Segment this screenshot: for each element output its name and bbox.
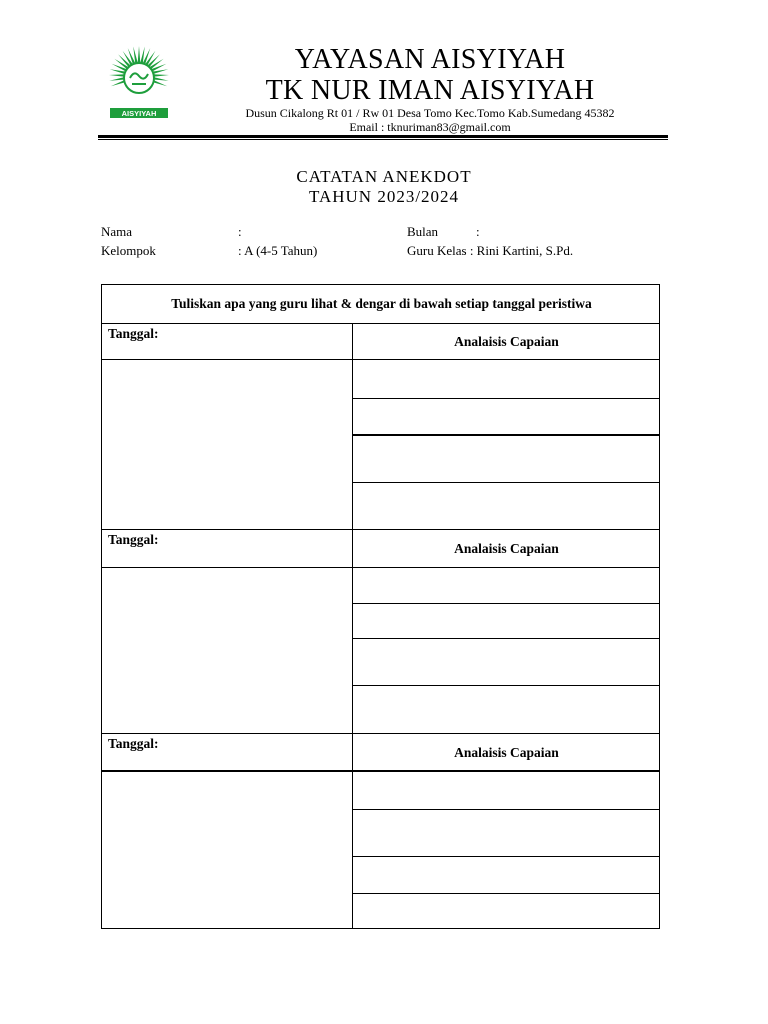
kelompok-label: Kelompok	[101, 243, 156, 258]
nama-label: Nama	[101, 224, 133, 239]
analysis-header-2: Analaisis Capaian	[454, 541, 559, 556]
document-title: CATATAN ANEKDOT	[296, 167, 472, 186]
anecdote-table	[101, 284, 660, 929]
document-year: TAHUN 2023/2024	[308, 187, 460, 206]
analysis-line	[353, 685, 659, 686]
school-address: Dusun Cikalong Rt 01 / Rw 01 Desa Tomo Kec.Tomo Kab.Sumedang 45382	[245, 106, 615, 120]
row-divider	[102, 359, 659, 360]
row-divider	[102, 733, 659, 734]
school-name: TK NUR IMAN AISYIYAH	[265, 75, 595, 106]
tanggal-label-3: Tanggal:	[108, 736, 159, 751]
bulan-value: :	[476, 224, 480, 239]
tanggal-label-2: Tanggal:	[108, 532, 159, 547]
analysis-header-3: Analaisis Capaian	[454, 745, 559, 760]
bulan-label: Bulan	[407, 224, 439, 239]
analysis-line	[353, 809, 659, 810]
nama-value: :	[238, 224, 242, 239]
aisyiyah-logo	[96, 42, 182, 118]
analysis-header-1: Analaisis Capaian	[454, 334, 559, 349]
row-divider	[102, 323, 659, 324]
analysis-line	[353, 603, 659, 604]
analysis-line	[353, 893, 659, 894]
logo-text: AISYIYAH	[121, 109, 157, 118]
row-divider	[102, 770, 659, 772]
analysis-line	[353, 434, 659, 436]
row-divider	[102, 567, 659, 568]
header-rule-thick	[98, 135, 668, 138]
table-instruction: Tuliskan apa yang guru lihat & dengar di bawah setiap tanggal peristiwa	[171, 296, 592, 311]
row-divider	[102, 529, 659, 530]
school-email: Email : tknuriman83@gmail.com	[349, 120, 511, 134]
header-rule-thin	[98, 139, 668, 140]
column-divider	[352, 323, 353, 928]
tanggal-label-1: Tanggal:	[108, 326, 159, 341]
kelompok-value: : A (4-5 Tahun)	[238, 243, 318, 258]
foundation-name: YAYASAN AISYIYAH	[294, 44, 566, 75]
guru-kelas: Guru Kelas : Rini Kartini, S.Pd.	[407, 243, 574, 258]
analysis-line	[353, 638, 659, 639]
analysis-line	[353, 398, 659, 399]
analysis-line	[353, 482, 659, 483]
analysis-line	[353, 856, 659, 857]
